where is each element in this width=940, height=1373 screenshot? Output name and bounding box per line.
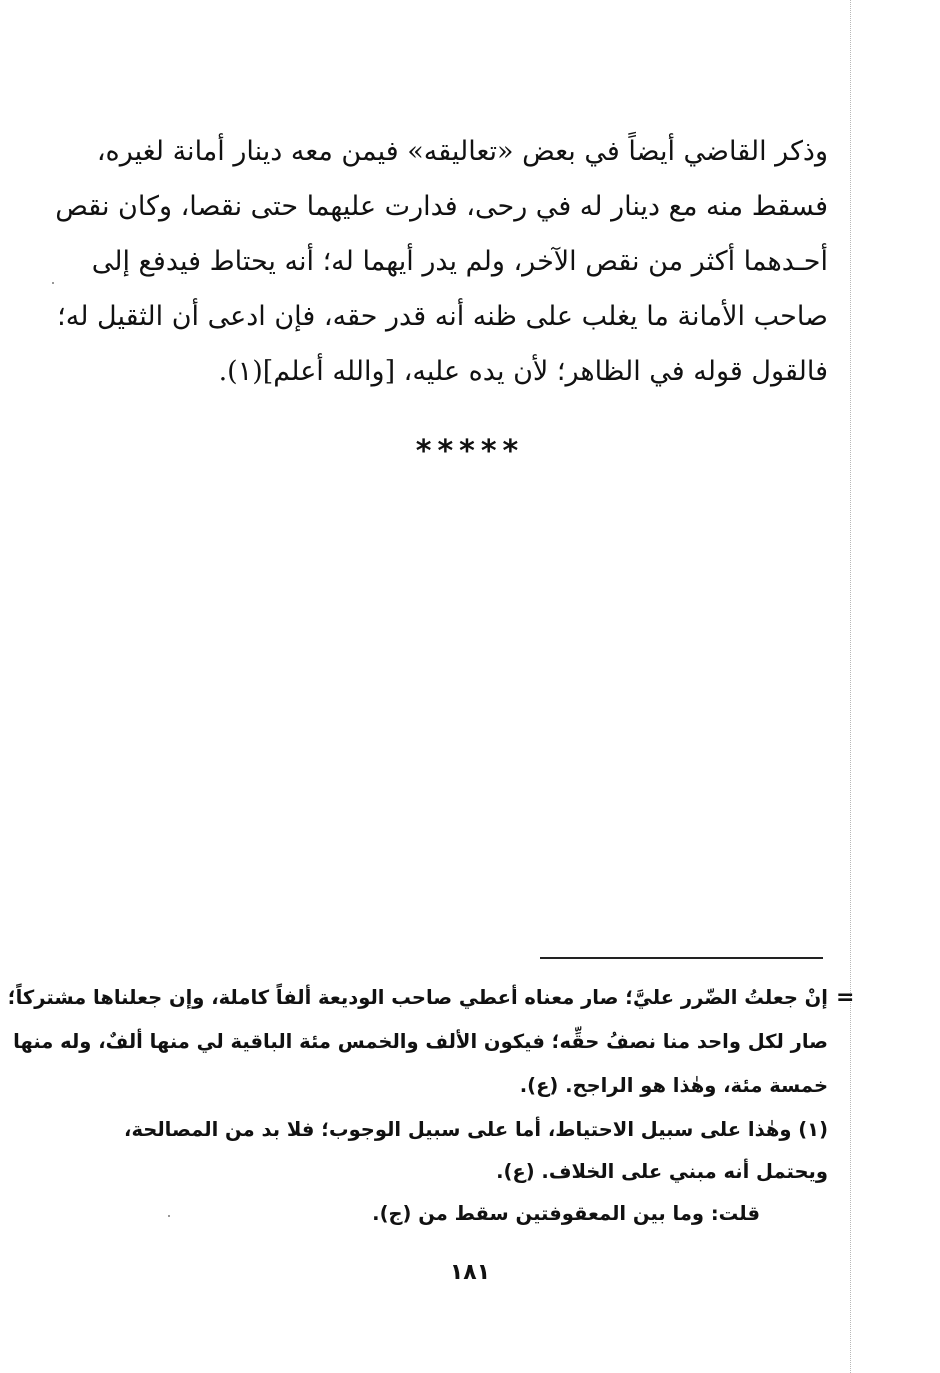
footnote-continuation-mark: = <box>836 985 855 1010</box>
section-separator: ***** <box>415 434 525 469</box>
stray-dot <box>52 282 54 284</box>
page-number: ١٨١ <box>449 1260 491 1285</box>
footnote-rule <box>540 957 823 959</box>
footnote-line: خمسة مئة، وهٰذا هو الراجح. (ع). <box>519 1074 828 1097</box>
footnote-line: (١) وهٰذا على سبيل الاحتياط، أما على سبيل الوجوب؛ فلا بد من المصالحة، <box>124 1118 828 1141</box>
footnote-line: ويحتمل أنه مبني على الخلاف. (ع). <box>496 1160 828 1183</box>
body-line: أحـدهما أكثر من نقص الآخر، ولم يدر أيهما له؛ أنه يحتاط فيدفع إلى <box>91 246 828 277</box>
margin-dotted-line <box>850 0 851 1373</box>
body-line: صاحب الأمانة ما يغلب على ظنه أنه قدر حقه، فإن ادعى أن الثقيل له؛ <box>57 301 828 332</box>
footnote-line: صار لكل واحد منا نصفُ حقِّه؛ فيكون الألف والخمس مئة الباقية لي منها ألفٌ، وله منها <box>13 1030 828 1053</box>
body-line: فسقط منه مع دينار له في رحى، فدارت عليهما حتى نقصا، وكان نقص <box>55 191 828 222</box>
body-line: وذكر القاضي أيضاً في بعض «تعاليقه» فيمن معه دينار أمانة لغيره، <box>96 136 828 167</box>
footnote-line: قلت: وما بين المعقوفتين سقط من (ج). <box>372 1202 760 1225</box>
body-line: فالقول قوله في الظاهر؛ لأن يده عليه، [والله أعلم](١). <box>218 356 828 387</box>
footnote-line: إنْ جعلتُ الضّرر عليَّ؛ صار معناه أعطي صاحب الوديعة ألفاً كاملة، وإن جعلناها مشتركاً؛ <box>7 986 828 1009</box>
